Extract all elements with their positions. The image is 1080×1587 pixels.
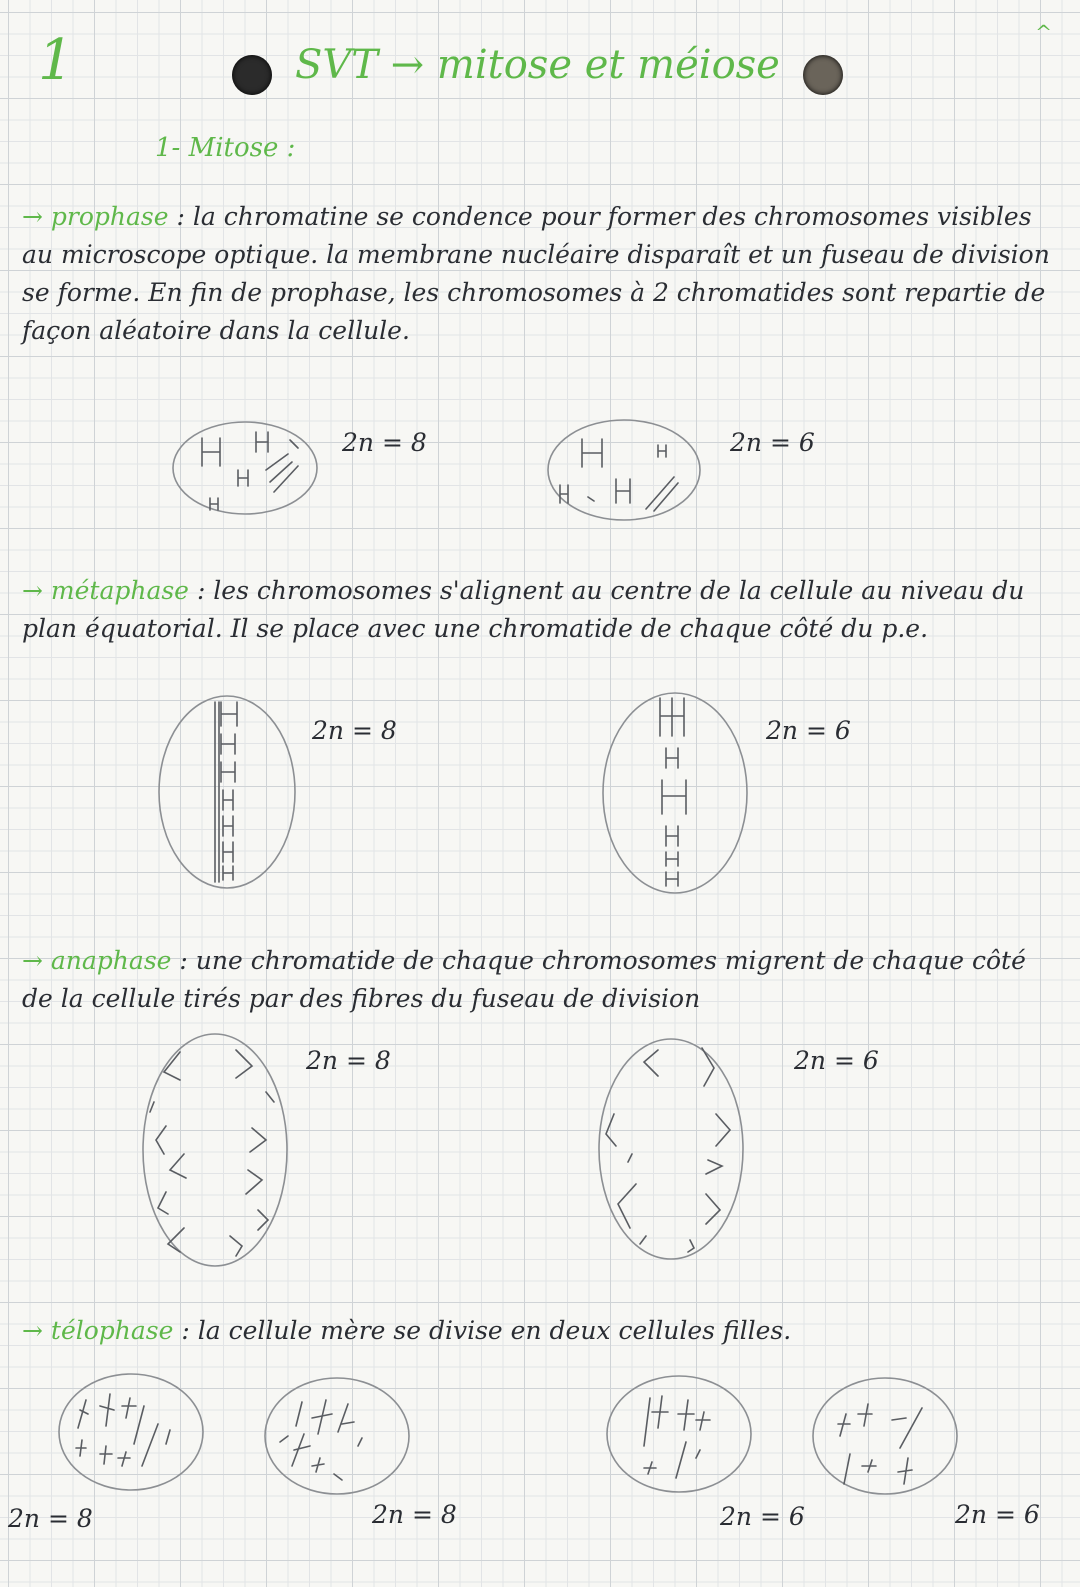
telophase-paragraph	[22, 1312, 1052, 1350]
metaphase-text: : les chromosomes s'alignent au centre de la cellule au niveau du plan équatorial. Il se place avec une chromatide de chaque côté du p.e.	[22, 576, 1025, 643]
anaphase-paragraph	[22, 942, 1052, 1018]
corner-mark: ^	[1035, 20, 1052, 44]
telophase-cell-1	[56, 1370, 206, 1495]
anaphase-cell-2n8	[140, 1030, 290, 1270]
prophase-paragraph	[22, 198, 1052, 350]
telophase-heading: → télophase	[22, 1316, 174, 1345]
telophase-label-2: 2n = 8	[372, 1500, 457, 1529]
telophase-cell-4	[810, 1374, 960, 1499]
prophase-cell-2n8	[170, 418, 320, 518]
telophase-text: : la cellule mère se divise en deux cellules filles.	[181, 1316, 792, 1345]
prophase-cell-2n6	[544, 415, 704, 525]
telophase-label-4: 2n = 6	[955, 1500, 1040, 1529]
anaphase-cell-2n6	[596, 1034, 746, 1264]
prophase-heading: → prophase	[22, 202, 169, 231]
metaphase-label-a: 2n = 8	[312, 716, 397, 745]
metaphase-label-b: 2n = 6	[766, 716, 851, 745]
prophase-label-a: 2n = 8	[342, 428, 427, 457]
metaphase-paragraph	[22, 572, 1052, 648]
telophase-label-3: 2n = 6	[720, 1502, 805, 1531]
metaphase-cell-2n8	[155, 692, 300, 892]
punch-hole-left	[232, 55, 272, 95]
prophase-text: : la chromatine se condence pour former des chromosomes visibles au microscope optique. la membrane nucléaire disparaît et un fuseau de division se forme. En fin de prophase, les chromosomes à 2 chromatides sont repartie de façon aléatoire dans la cellule.	[22, 202, 1050, 345]
punch-hole-right	[803, 55, 843, 95]
metaphase-cell-2n6	[600, 688, 750, 898]
telophase-cell-2	[262, 1374, 412, 1499]
anaphase-label-a: 2n = 8	[306, 1046, 391, 1075]
telophase-label-1: 2n = 8	[8, 1504, 93, 1533]
page-title: SVT → mitose et méiose	[295, 42, 780, 88]
prophase-label-b: 2n = 6	[730, 428, 815, 457]
metaphase-heading: → métaphase	[22, 576, 189, 605]
telophase-cell-3	[604, 1372, 754, 1497]
anaphase-heading: → anaphase	[22, 946, 172, 975]
anaphase-text: : une chromatide de chaque chromosomes migrent de chaque côté de la cellule tirés par des fibres du fuseau de division	[22, 946, 1026, 1013]
page-number: 1	[38, 28, 74, 93]
section-title: 1- Mitose :	[155, 133, 296, 163]
anaphase-label-b: 2n = 6	[794, 1046, 879, 1075]
